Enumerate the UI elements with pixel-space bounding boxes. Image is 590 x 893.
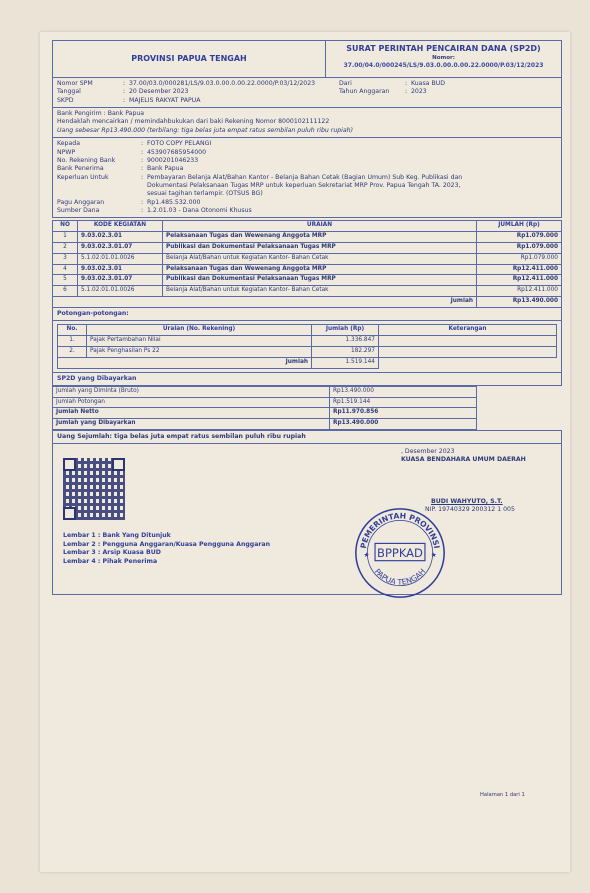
cell-uraian: Pelaksanaan Tugas dan Wewenang Anggota MRP: [163, 232, 477, 243]
recipient-key: Sumber Dana: [57, 207, 100, 215]
recipient-key: No. Rekening Bank: [57, 156, 116, 164]
lembar-list: [63, 532, 270, 565]
deductions-wrap: [52, 321, 562, 372]
recipient-value: Bank Papua: [147, 165, 184, 173]
cell-uraian: Pajak Penghasilan Ps 22: [87, 346, 312, 357]
sp2d-value: Rp1.519.144: [330, 397, 477, 408]
sp2d-table: [52, 386, 562, 430]
col-header: Uraian (No. Rekening): [87, 325, 312, 336]
col-header: No.: [58, 325, 87, 336]
table-row: [53, 397, 562, 408]
table-row: [53, 386, 562, 397]
info-row: SKPD : MAJELIS RAKYAT PAPUA: [57, 96, 201, 104]
info-key: Nomor SPM: [57, 80, 93, 87]
official-stamp-icon: [352, 505, 448, 601]
recipient-value: FOTO COPY PELANGI: [147, 140, 212, 148]
table-row: [53, 253, 562, 264]
bank-section: [52, 108, 562, 138]
col-header: URAIAN: [163, 221, 477, 232]
sp2d-value: Rp13.490.000: [330, 419, 477, 430]
sp2d-key: Jumlah Potongan: [53, 397, 330, 408]
info-value: 2023: [411, 88, 427, 96]
recipient-value: 1.2.01.03 - Dana Otonomi Khusus: [147, 207, 252, 215]
col-header: KODE KEGIATAN: [78, 221, 163, 232]
info-row: Tanggal : 20 Desember 2023: [57, 88, 189, 96]
info-row: Nomor SPM : 37.00/03.0/000281/LS/9.03.0.00.0.00.22.0000/P.03/12/2023: [57, 80, 316, 87]
cell-no: 5: [53, 275, 78, 286]
spm-info-left: [57, 80, 329, 105]
table-row: [58, 336, 557, 347]
cell-no: 2.: [58, 346, 87, 357]
cell-jumlah: 1.336.847: [312, 336, 379, 347]
recipient-row: No. Rekening Bank : 9000201046233: [57, 156, 199, 164]
cell-kode: 5.1.02.01.01.0026: [78, 253, 163, 264]
doc-number: 37.00/04.0/000245/LS/9.03.0.00.0.00.22.0000/P.03/12/2023: [343, 62, 544, 70]
cell-jumlah: Rp12.411.000: [477, 264, 562, 275]
bank-sender: Bank Pengirim : Bank Papua: [57, 110, 145, 118]
cell-jumlah: Rp1.079.000: [477, 243, 562, 254]
cell-jumlah: Rp1.079.000: [477, 253, 562, 264]
info-key: SKPD: [57, 96, 74, 104]
recipient-row: Pagu Anggaran : Rp1.485.532.000: [57, 198, 201, 206]
recipient-key: NPWP: [57, 148, 76, 156]
stamp-top-text: PEMERINTAH PROVINSI: [358, 511, 442, 550]
cell-keterangan: [379, 346, 557, 357]
table-row: [58, 346, 557, 357]
lembar-item: Lembar 4 : Pihak Penerima: [63, 557, 158, 565]
cell-no: 6: [53, 286, 78, 297]
info-key: Dari: [339, 80, 352, 87]
total-value: Rp13.490.000: [477, 297, 562, 308]
info-value: MAJELIS RAKYAT PAPUA: [129, 96, 201, 104]
lembar-item: Lembar 3 : Arsip Kuasa BUD: [63, 549, 161, 557]
info-value: Kuasa BUD: [411, 80, 445, 87]
recipient-value: Pembayaran Belanja Alat/Bahan Kantor - Belanja Bahan Cetak (Bagian Umum) Sub Keg. Publikasi dan Dokumentasi Pelaksanaan Tugas MRP untuk keperluan Sekretariat MRP Prov. Papua Tengah TA. 2023, sesuai tagihan terlampir. (OTSUS BG): [147, 173, 463, 198]
sp2d-key: Jumlah yang Dibayarkan: [53, 419, 330, 430]
cell-kode: 9.03.02.3.01.07: [78, 275, 163, 286]
recipient-key: Pagu Anggaran: [57, 198, 105, 206]
cell-jumlah: Rp1.079.000: [477, 232, 562, 243]
signature-date: , Desember 2023: [401, 448, 455, 456]
col-header: Jumlah (Rp): [312, 325, 379, 336]
province-title: PROVINSI PAPUA TENGAH: [53, 41, 326, 77]
stamp-center-text: BPPKAD: [377, 545, 423, 560]
spm-info-right: [329, 80, 557, 105]
cell-kode: 5.1.02.01.01.0026: [78, 286, 163, 297]
bank-instruction: Hendaklah mencairkan / memindahbukukan dari baki Rekening Nomor 8000102111122: [57, 118, 330, 126]
recipient-key: Kepada: [57, 140, 80, 148]
cell-no: 3: [53, 253, 78, 264]
table-row: [53, 275, 562, 286]
sp2d-document: [52, 40, 562, 595]
sp2d-key: Jumlah yang Diminta (Bruto): [53, 386, 330, 397]
sp2d-key: Jumlah Netto: [53, 408, 330, 419]
svg-text:★: ★: [430, 550, 437, 559]
amount-words: Uang Sejumlah: tiga belas juta empat ratus sembilan puluh ribu rupiah: [52, 430, 562, 444]
table-total-row: [53, 297, 562, 308]
svg-text:★: ★: [363, 550, 370, 559]
recipient-row: Sumber Dana : 1.2.01.03 - Dana Otonomi Khusus: [57, 207, 252, 215]
recipient-value: 453907685954000: [147, 148, 207, 156]
activities-table: [52, 220, 562, 308]
cell-keterangan: [379, 336, 557, 347]
cell-kode: 9.03.02.3.01: [78, 264, 163, 275]
total-value: 1.519.144: [312, 357, 379, 368]
signature-nip: NIP. 19740329 200312 1 005: [425, 506, 515, 514]
cell-uraian: Pajak Pertambahan Nilai: [87, 336, 312, 347]
total-label: Jumlah: [53, 297, 477, 308]
table-row: [53, 232, 562, 243]
doc-title-block: [326, 41, 561, 77]
recipient-value: 9000201046233: [147, 156, 199, 164]
info-row: Tahun Anggaran : 2023: [339, 88, 427, 96]
bank-amount-words: Uang sebesar Rp13.490.000 (terbilang: tiga belas juta empat ratus sembilan puluh ribu rupiah): [57, 126, 354, 134]
stamp-bottom-text: PAPUA TENGAH: [372, 566, 428, 587]
cell-uraian: Publikasi dan Dokumentasi Pelaksanaan Tugas MRP: [163, 243, 477, 254]
info-key: Tanggal: [57, 88, 81, 96]
recipient-row: NPWP : 453907685954000: [57, 148, 207, 156]
table-total-row: [58, 357, 557, 368]
deductions-title: Potongan-potongan:: [52, 308, 562, 321]
table-row: [53, 286, 562, 297]
sp2d-value: Rp13.490.000: [330, 386, 477, 397]
cell-uraian: Publikasi dan Dokumentasi Pelaksanaan Tugas MRP: [163, 275, 477, 286]
lembar-item: Lembar 2 : Pengguna Anggaran/Kuasa Pengguna Anggaran: [63, 540, 271, 548]
cell-uraian: Belanja Alat/Bahan untuk Kegiatan Kantor- Bahan Cetak: [163, 286, 477, 297]
cell-uraian: Belanja Alat/Bahan untuk Kegiatan Kantor- Bahan Cetak: [163, 253, 477, 264]
info-row: Dari : Kuasa BUD: [339, 80, 445, 87]
col-header: NO: [53, 221, 78, 232]
recipient-row: Bank Penerima : Bank Papua: [57, 165, 184, 173]
document-header: [52, 40, 562, 78]
svg-text:PAPUA TENGAH: [373, 567, 428, 587]
signature-role: KUASA BENDAHARA UMUM DAERAH: [401, 456, 526, 464]
total-label: Jumlah: [58, 357, 312, 368]
page-number: Halaman 1 dari 1: [480, 792, 525, 798]
signature-name: BUDI WAHYUTO, S.T.: [431, 498, 503, 506]
cell-kode: 9.03.02.3.01: [78, 232, 163, 243]
recipient-key: Bank Penerima: [57, 165, 104, 173]
nomor-label: Nomor:: [432, 54, 455, 61]
spm-info: [52, 78, 562, 108]
cell-jumlah: 182.297: [312, 346, 379, 357]
cell-no: 1: [53, 232, 78, 243]
cell-jumlah: Rp12.411.000: [477, 286, 562, 297]
recipient-value: Rp1.485.532.000: [147, 198, 201, 206]
deductions-table: [57, 324, 557, 368]
info-value: 37.00/03.0/000281/LS/9.03.0.00.0.00.22.0000/P.03/12/2023: [129, 80, 316, 87]
table-row: [53, 243, 562, 254]
recipient-key: Keperluan Untuk: [57, 173, 109, 181]
recipient-row: Kepada : FOTO COPY PELANGI: [57, 140, 212, 148]
qr-code-icon: [63, 458, 125, 520]
table-row: [53, 408, 562, 419]
col-header: JUMLAH (Rp): [477, 221, 562, 232]
cell-jumlah: Rp12.411.000: [477, 275, 562, 286]
sp2d-value: Rp11.970.856: [330, 408, 477, 419]
cell-no: 2: [53, 243, 78, 254]
cell-uraian: Pelaksanaan Tugas dan Wewenang Anggota MRP: [163, 264, 477, 275]
info-value: 20 Desember 2023: [129, 88, 189, 96]
cell-no: 4: [53, 264, 78, 275]
table-row: [53, 419, 562, 430]
info-key: Tahun Anggaran: [339, 88, 390, 96]
lembar-item: Lembar 1 : Bank Yang Ditunjuk: [63, 532, 171, 540]
col-header: Keterangan: [379, 325, 557, 336]
signature-area: [52, 444, 562, 595]
sp2d-title: SP2D yang Dibayarkan: [52, 373, 562, 386]
recipient-section: [52, 138, 562, 218]
cell-kode: 9.03.02.3.01.07: [78, 243, 163, 254]
doc-title: SURAT PERINTAH PENCAIRAN DANA (SP2D): [346, 44, 541, 53]
table-row: [53, 264, 562, 275]
recipient-row: Keperluan Untuk : Pembayaran Belanja Alat/Bahan Kantor - Belanja Bahan Cetak (Bagian Umum) Sub Keg. Publikasi dan Dokumentasi Pelaksanaan Tugas MRP untuk keperluan Sekretariat MRP Prov. Papua Tengah TA. 2023, sesuai tagihan terlampir. (OTSUS BG): [57, 174, 557, 199]
cell-no: 1.: [58, 336, 87, 347]
